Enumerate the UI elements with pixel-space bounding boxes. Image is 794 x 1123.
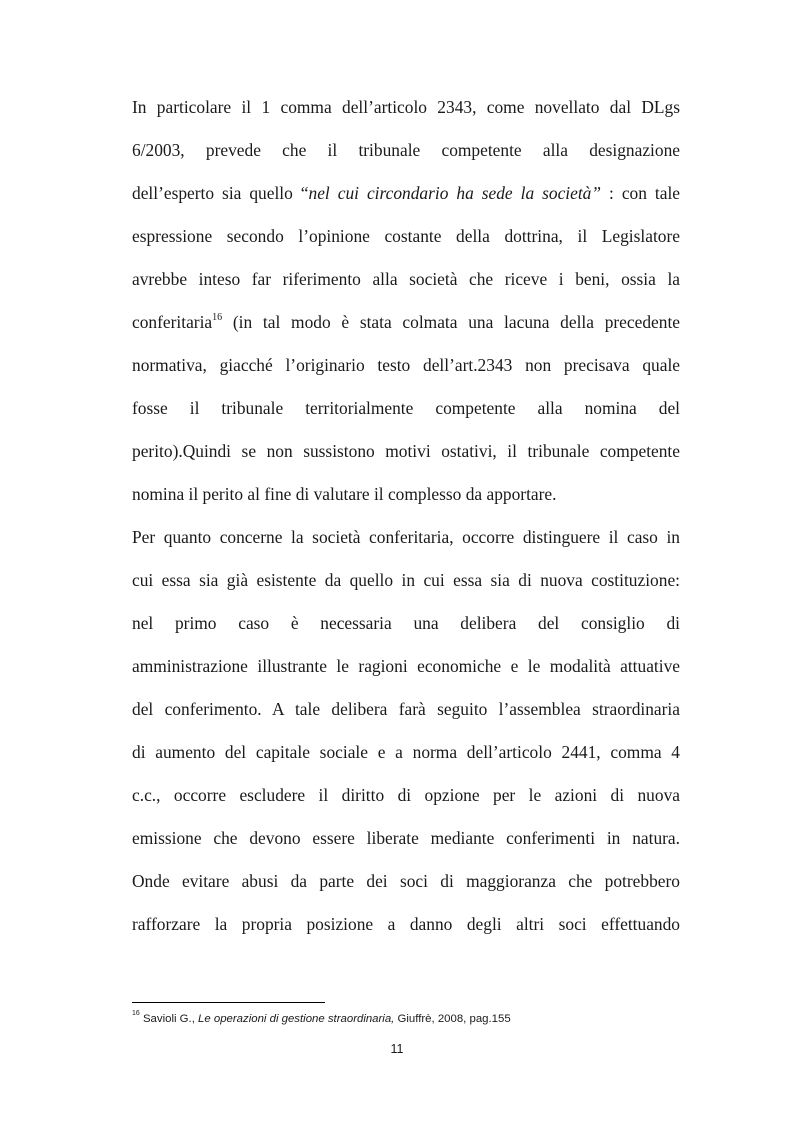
text-span: conferitaria xyxy=(132,312,213,332)
text-line xyxy=(132,310,680,334)
text-line: normativa, giacché l’originario testo dell’art.2343 non precisava quale xyxy=(132,355,680,375)
footnote-author: Savioli G., xyxy=(139,1013,199,1025)
text-line: amministrazione illustrante le ragioni economiche e le modalità attuative xyxy=(132,656,680,676)
text-line xyxy=(132,181,680,205)
text-span: dell’esperto sia quello “ xyxy=(132,183,309,203)
footnote-title: Le operazioni di gestione straordinaria, xyxy=(198,1013,395,1025)
text-line: rafforzare la propria posizione a danno degli altri soci effettuando xyxy=(132,914,680,934)
text-line: Per quanto concerne la società conferitaria, occorre distinguere il caso in xyxy=(132,527,680,547)
text-line: cui essa sia già esistente da quello in cui essa sia di nuova costituzione: xyxy=(132,570,680,590)
text-line: avrebbe inteso far riferimento alla società che riceve i beni, ossia la xyxy=(132,269,680,289)
page-number: 11 xyxy=(390,1042,404,1056)
text-line: 6/2003, prevede che il tribunale competente alla designazione xyxy=(132,140,680,160)
text-line: Onde evitare abusi da parte dei soci di maggioranza che potrebbero xyxy=(132,871,680,891)
italic-quote: nel cui circondario ha sede la società” xyxy=(308,183,602,203)
text-line: espressione secondo l’opinione costante della dottrina, il Legislatore xyxy=(132,226,680,246)
text-line: In particolare il 1 comma dell’articolo 2343, come novellato dal DLgs xyxy=(132,97,680,117)
footnote-reference[interactable]: 16 xyxy=(212,312,223,324)
text-line: c.c., occorre escludere il diritto di opzione per le azioni di nuova xyxy=(132,785,680,805)
text-span: (in tal modo è stata colmata una lacuna della precedente xyxy=(222,312,680,332)
footnote xyxy=(132,1012,692,1026)
text-line: perito).Quindi se non sussistono motivi ostativi, il tribunale competente xyxy=(132,441,680,461)
text-line: del conferimento. A tale delibera farà seguito l’assemblea straordinaria xyxy=(132,699,680,719)
text-line: emissione che devono essere liberate mediante conferimenti in natura. xyxy=(132,828,680,848)
text-line: nel primo caso è necessaria una delibera del consiglio di xyxy=(132,613,680,633)
footnote-number: 16 xyxy=(132,1010,140,1018)
text-line: di aumento del capitale sociale e a norma dell’articolo 2441, comma 4 xyxy=(132,742,680,762)
footnote-publisher: Giuffrè, 2008, pag.155 xyxy=(394,1013,511,1025)
text-span: : con tale xyxy=(601,183,680,203)
text-line: nomina il perito al fine di valutare il complesso da apportare. xyxy=(132,484,557,504)
footnote-separator xyxy=(132,1002,325,1003)
text-line: fosse il tribunale territorialmente competente alla nomina del xyxy=(132,398,680,418)
